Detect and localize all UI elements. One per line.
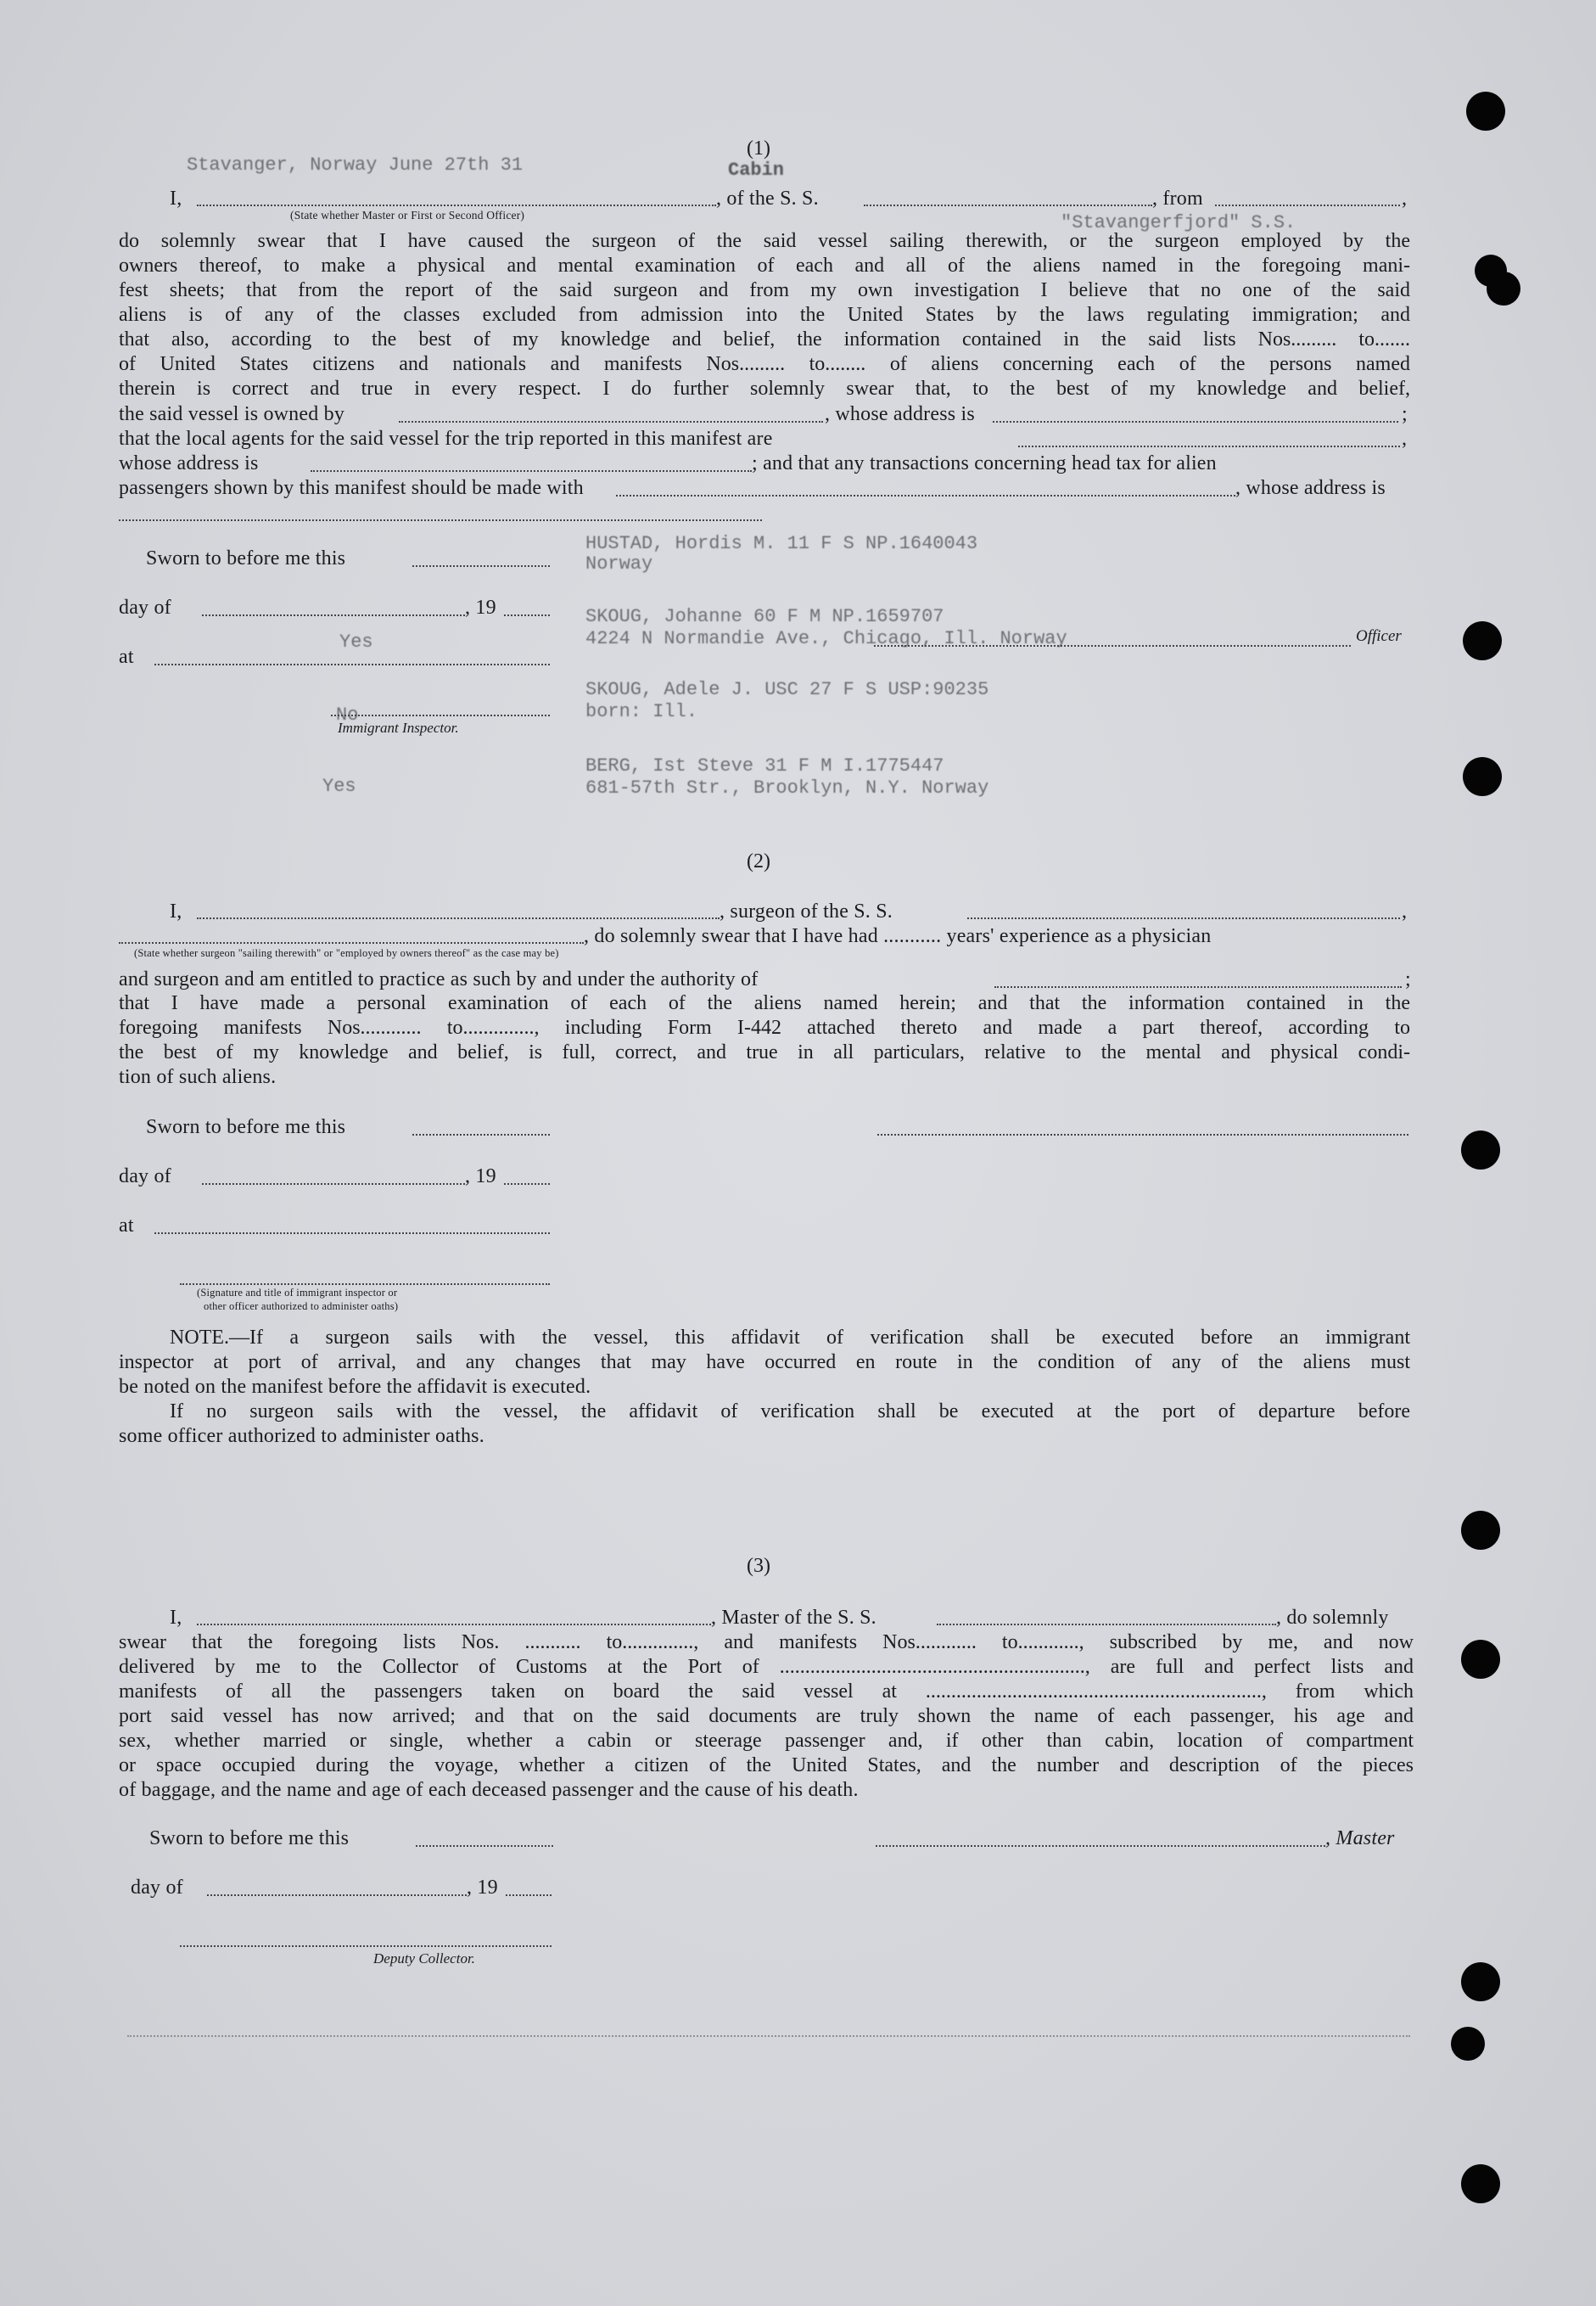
s2-at: at bbox=[119, 1215, 134, 1237]
s1-at: at bbox=[119, 646, 134, 668]
s2-sworn: Sworn to before me this bbox=[146, 1116, 346, 1138]
s1-vessel-field[interactable] bbox=[864, 205, 1152, 206]
s3-master-of-ss: , Master of the S. S. bbox=[711, 1607, 876, 1629]
s2-para-line: that I have made a personal examination of each of the aliens named herein; and that the information contained in the bbox=[119, 992, 1410, 1014]
s2-day-of: day of bbox=[119, 1165, 171, 1187]
s1-line-i: I, bbox=[170, 188, 182, 210]
s1-whose-address-is: , whose address is bbox=[825, 403, 975, 425]
s3-line-i: I, bbox=[170, 1607, 182, 1629]
s1-inspector-signature-line[interactable] bbox=[331, 715, 550, 716]
s1-comma: , bbox=[1402, 428, 1408, 450]
s1-semicolon: ; bbox=[1402, 403, 1408, 425]
s1-sworn: Sworn to before me this bbox=[146, 547, 346, 569]
s2-signature-title-line[interactable] bbox=[180, 1283, 550, 1285]
s1-whose-address-end: , whose address is bbox=[1235, 477, 1386, 499]
s1-sworn-field[interactable] bbox=[412, 565, 550, 567]
punch-hole bbox=[1487, 272, 1520, 306]
s1-officer-label: Officer bbox=[1356, 627, 1402, 645]
section-1-number: (1) bbox=[747, 137, 770, 160]
s3-sworn: Sworn to before me this bbox=[149, 1827, 350, 1849]
s1-para-line: aliens is of any of the classes excluded from admission into the United States by the laws regulating immigration; and bbox=[119, 304, 1410, 326]
s3-vessel-field[interactable] bbox=[937, 1624, 1276, 1625]
s2-surgeon: , surgeon of the S. S. bbox=[720, 901, 893, 923]
punch-hole bbox=[1463, 621, 1502, 660]
s1-at-field[interactable] bbox=[154, 664, 550, 665]
s2-caption: (State whether surgeon "sailing therewith" or "employed by owners thereof" as the case may be) bbox=[134, 947, 559, 959]
s1-immigrant-inspector: Immigrant Inspector. bbox=[338, 720, 459, 736]
s1-agents-address-field[interactable] bbox=[311, 470, 752, 472]
s1-owner-address-field[interactable] bbox=[993, 421, 1398, 423]
s3-para-line: of baggage, and the name and age of each deceased passenger and the cause of his death. bbox=[119, 1779, 859, 1801]
s2-vessel-field[interactable] bbox=[967, 917, 1400, 919]
s1-passengers: passengers shown by this manifest should be made with bbox=[119, 477, 584, 499]
s2-sworn-field[interactable] bbox=[412, 1134, 550, 1136]
bleed-through-row: HUSTAD, Hordis M. 11 F S NP.1640043 bbox=[585, 533, 978, 554]
bleed-through-row: BERG, Ist Steve 31 F M I.1775447 bbox=[585, 755, 944, 777]
s1-day-field[interactable] bbox=[202, 614, 465, 616]
punch-hole bbox=[1461, 1962, 1500, 2001]
s1-transactions-address-field[interactable] bbox=[119, 519, 762, 521]
bleed-through-row: 4224 N Normandie Ave., Chicago, Ill. Norway bbox=[585, 628, 1067, 649]
s2-authority-field[interactable] bbox=[994, 986, 1402, 988]
bleed-through-row: 681-57th Str., Brooklyn, N.Y. Norway bbox=[585, 777, 989, 799]
bleed-through-row: SKOUG, Adele J. USC 27 F S USP:90235 bbox=[585, 679, 989, 700]
s2-line2: , do solemnly swear that I have had ........... years' experience as a physician bbox=[584, 925, 1212, 947]
s1-year-field[interactable] bbox=[504, 614, 550, 616]
s1-owned-by: the said vessel is owned by bbox=[119, 403, 345, 425]
bleed-through-row: Norway bbox=[585, 553, 653, 575]
punch-hole bbox=[1451, 2027, 1485, 2061]
bleed-through-top-line: Stavanger, Norway June 27th 31 bbox=[187, 154, 524, 176]
s3-para-line: manifests of all the passengers taken on board the said vessel at .................................................................., from which bbox=[119, 1680, 1414, 1703]
s1-owner-field[interactable] bbox=[399, 421, 823, 423]
bleed-through-row: born: Ill. bbox=[585, 701, 698, 722]
s1-comma: , bbox=[1402, 188, 1408, 210]
s1-transactions-field[interactable] bbox=[616, 495, 1235, 497]
s1-of-ss: , of the S. S. bbox=[716, 188, 819, 210]
s2-sig-caption: (Signature and title of immigrant inspector or bbox=[197, 1287, 398, 1299]
s3-para-line: delivered by me to the Collector of Customs at the Port of ............................................................, are full and perfect lists and bbox=[119, 1656, 1414, 1678]
s2-sig-caption: other officer authorized to administer oaths) bbox=[204, 1300, 399, 1312]
punch-hole bbox=[1461, 2164, 1500, 2203]
s2-surgeon-signature-line[interactable] bbox=[877, 1134, 1408, 1136]
s1-from: , from bbox=[1152, 188, 1203, 210]
s3-master-label: , Master bbox=[1325, 1827, 1395, 1849]
s2-line-i: I, bbox=[170, 901, 182, 923]
punch-hole bbox=[1461, 1640, 1500, 1679]
s1-year: , 19 bbox=[465, 597, 496, 619]
s2-note-line: NOTE.—If a surgeon sails with the vessel, this affidavit of verification shall be executed before an immigrant bbox=[170, 1327, 1410, 1349]
bottom-rule bbox=[127, 2035, 1410, 2037]
s2-at-field[interactable] bbox=[154, 1232, 550, 1234]
s1-para-line: therein is correct and true in every respect. I do further solemnly swear that, to the best of my knowledge and belief, bbox=[119, 378, 1410, 400]
s2-para-line: the best of my knowledge and belief, is full, correct, and true in all particulars, relative to the mental and physical condi- bbox=[119, 1041, 1410, 1063]
s3-para-line: or space occupied during the voyage, whether a citizen of the United States, and the number and description of the pieces bbox=[119, 1754, 1414, 1776]
s1-para-line: that also, according to the best of my knowledge and belief, the information contained in the said lists Nos......... to....... bbox=[119, 328, 1410, 351]
s1-caption-master: (State whether Master or First or Second Officer) bbox=[290, 209, 525, 222]
s1-local-agents: that the local agents for the said vessel for the trip reported in this manifest are bbox=[119, 428, 773, 450]
punch-hole bbox=[1461, 1131, 1500, 1170]
s3-day-of: day of bbox=[131, 1877, 183, 1899]
s2-para-line: foregoing manifests Nos............ to.............., including Form I-442 attached thereto and made a part thereof, according to bbox=[119, 1017, 1410, 1039]
s2-note-line: some officer authorized to administer oaths. bbox=[119, 1425, 484, 1447]
s1-agents-field[interactable] bbox=[1018, 446, 1400, 447]
s2-line3: and surgeon and am entitled to practice as such by and under the authority of bbox=[119, 968, 759, 990]
s2-surgeon-type-field[interactable] bbox=[119, 942, 584, 944]
s2-comma: , bbox=[1402, 901, 1408, 923]
s3-sworn-field[interactable] bbox=[416, 1845, 553, 1847]
bleed-through-row: SKOUG, Johanne 60 F M NP.1659707 bbox=[585, 606, 944, 627]
s3-day-field[interactable] bbox=[207, 1894, 467, 1896]
s2-note-line: inspector at port of arrival, and any changes that may have occurred en route in the condition of any of the aliens must bbox=[119, 1351, 1410, 1373]
punch-hole bbox=[1466, 92, 1505, 131]
s3-deputy-collector: Deputy Collector. bbox=[373, 1950, 475, 1967]
s3-para-line: swear that the foregoing lists Nos. ........... to.............., and manifests Nos............ to............, subscribed by me, and now bbox=[119, 1631, 1414, 1653]
s1-para-line: of United States citizens and nationals and manifests Nos......... to........ of aliens concerning each of the persons named bbox=[119, 353, 1410, 375]
s1-para-line: fest sheets; that from the report of the said surgeon and from my own investigation I believe that no one of the said bbox=[119, 279, 1410, 301]
s2-year-field[interactable] bbox=[504, 1183, 550, 1185]
s2-day-field[interactable] bbox=[202, 1183, 465, 1185]
s1-name-field[interactable] bbox=[197, 205, 716, 206]
s1-day-of: day of bbox=[119, 597, 171, 619]
s2-para-line: tion of such aliens. bbox=[119, 1066, 277, 1088]
s3-name-field[interactable] bbox=[197, 1624, 711, 1625]
s1-whose-address: whose address is bbox=[119, 452, 259, 474]
s3-deputy-signature-line[interactable] bbox=[180, 1945, 552, 1947]
bleed-through-yes: Yes bbox=[339, 631, 373, 653]
s2-year: , 19 bbox=[465, 1165, 496, 1187]
s3-year-field[interactable] bbox=[506, 1894, 552, 1896]
punch-hole bbox=[1461, 1511, 1500, 1550]
s2-note-line: If no surgeon sails with the vessel, the affidavit of verification shall be executed at the port of departure before bbox=[170, 1400, 1410, 1422]
s2-name-field[interactable] bbox=[197, 917, 720, 919]
s2-semicolon: ; bbox=[1405, 968, 1411, 990]
punch-hole bbox=[1463, 757, 1502, 796]
s1-from-field[interactable] bbox=[1215, 205, 1400, 206]
bleed-through-ship: "Stavangerfjord" S.S. bbox=[1061, 212, 1296, 233]
s1-para-line: owners thereof, to make a physical and mental examination of each and all of the aliens named in the foregoing mani- bbox=[119, 255, 1410, 277]
section-2-number: (2) bbox=[747, 850, 770, 872]
s1-transactions: ; and that any transactions concerning head tax for alien bbox=[752, 452, 1217, 474]
s3-year: , 19 bbox=[467, 1877, 498, 1899]
s3-para-line: sex, whether married or single, whether a cabin or steerage passenger and, if other than cabin, location of compartment bbox=[119, 1730, 1414, 1752]
s3-line1-end: , do solemnly bbox=[1276, 1607, 1389, 1629]
s3-para-line: port said vessel has now arrived; and that on the said documents are truly shown the name of each passenger, his age and bbox=[119, 1705, 1414, 1727]
bleed-through-no: No bbox=[336, 704, 359, 726]
s3-master-signature-line[interactable] bbox=[876, 1845, 1325, 1847]
section-3-number: (3) bbox=[747, 1555, 770, 1577]
bleed-through-yes: Yes bbox=[322, 776, 356, 797]
s1-para-line: do solemnly swear that I have caused the surgeon of the said vessel sailing therewith, or the surgeon employed by the bbox=[119, 230, 1410, 252]
s1-officer-signature-line[interactable] bbox=[874, 645, 1351, 647]
s2-note-line: be noted on the manifest before the affidavit is executed. bbox=[119, 1376, 591, 1398]
cabin-stamp: Cabin bbox=[728, 160, 785, 181]
